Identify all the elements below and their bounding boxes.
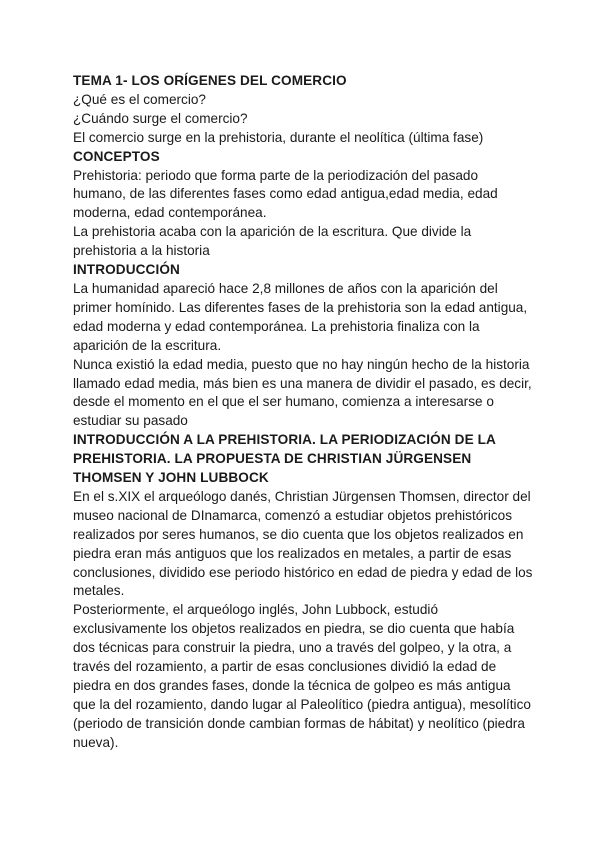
document-title: TEMA 1- LOS ORÍGENES DEL COMERCIO: [73, 73, 347, 88]
question-when-commerce-arises: ¿Cuándo surge el comercio?: [73, 110, 248, 126]
introduccion-paragraph-1: La humanidad apareció hace 2,8 millones de años con la aparición del primer homínido. Las diferentes fases de la prehistoria son la edad antigua, edad moderna y edad contemporánea. La prehistoria finaliza con la aparición de la escritura.: [73, 280, 528, 353]
introduccion-paragraph-2: Nunca existió la edad media, puesto que no hay ningún hecho de la historia llamado edad media, más bien es una manera de dividir el pasado, es decir, desde el momento en el que el ser humano, comienza a interesarse o estudiar su pasado: [73, 356, 532, 429]
answer-paragraph: El comercio surge en la prehistoria, durante el neolítica (última fase): [73, 129, 484, 145]
section-heading-conceptos: CONCEPTOS: [73, 148, 160, 164]
document-page: [73, 72, 533, 753]
conceptos-paragraph-2: La prehistoria acaba con la aparición de la escritura. Que divide la prehistoria a la historia: [73, 224, 472, 259]
conceptos-paragraph-1: Prehistoria: periodo que forma parte de la periodización del pasado humano, de las diferentes fases como edad antigua,edad media, edad moderna, edad contemporánea.: [73, 167, 498, 221]
section-heading-introduccion: INTRODUCCIÓN: [73, 262, 180, 278]
periodizacion-paragraph-1: En el s.XIX el arqueólogo danés, Christian Jürgensen Thomsen, director del museo nacional de DInamarca, comenzó a estudiar objetos prehistóricos realizados por seres humanos, se dio cuenta que los objetos realizados en piedra eran más antiguos que los realizados en metales, a partir de esas conclusiones, dividido ese periodo histórico en edad de piedra y edad de los metales.: [73, 488, 533, 599]
periodizacion-paragraph-2: Posteriormente, el arqueólogo inglés, John Lubbock, estudió exclusivamente los objetos realizados en piedra, se dio cuenta que había dos técnicas para construir la piedra, uno a través del golpeo, y la otra, a través del rozamiento, a partir de esas conclusiones dividió la edad de piedra en dos grandes fases, donde la técnica de golpeo es más antigua que la del rozamiento, dando lugar al Paleolítico (piedra antigua), mesolítico (periodo de transición donde cambian formas de hábitat) y neolítico (piedra nueva).: [73, 602, 531, 750]
question-what-is-commerce: ¿Qué es el comercio?: [73, 91, 206, 107]
section-heading-periodizacion: INTRODUCCIÓN A LA PREHISTORIA. LA PERIODIZACIÓN DE LA PREHISTORIA. LA PROPUESTA DE CHRISTIAN JÜRGENSEN THOMSEN Y JOHN LUBBOCK: [73, 432, 496, 486]
